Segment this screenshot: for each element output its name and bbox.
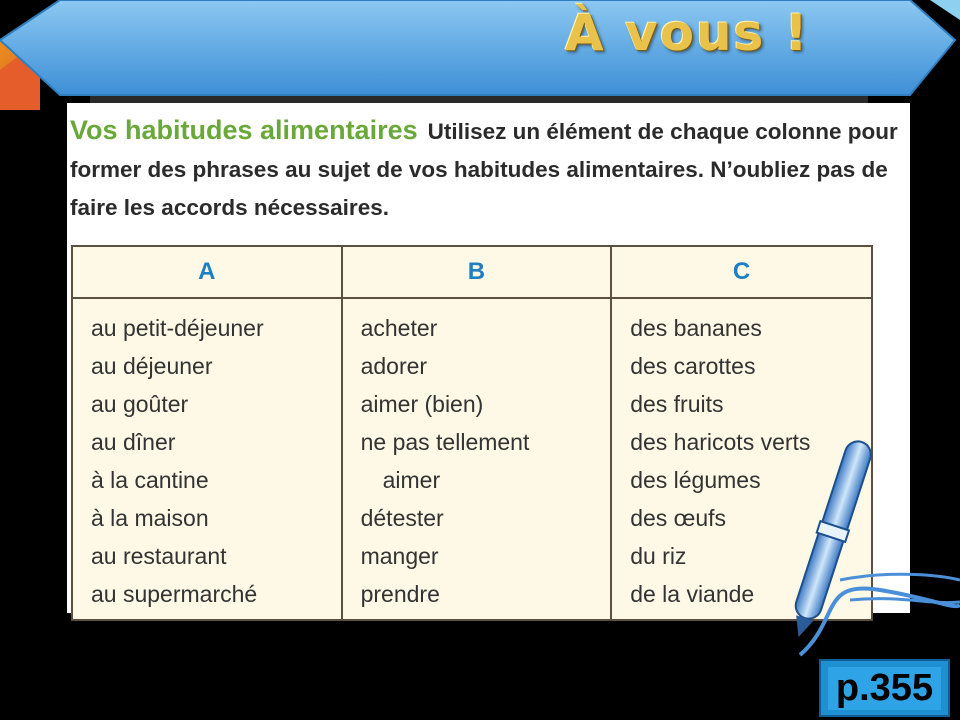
list-item: adorer	[360, 353, 428, 379]
table-body-row	[72, 298, 872, 620]
exercise-instructions: Utilisez un élément de chaque colonne pour former des phrases au sujet de vos habitudes alimentaires. N’oubliez pas de faire les accords nécessaires.	[70, 119, 898, 220]
title-banner	[0, 0, 960, 110]
list-item: des fruits	[630, 391, 724, 417]
list-item: au supermarché	[91, 581, 258, 607]
list-item: des haricots verts	[630, 429, 811, 455]
column-b-list	[342, 298, 612, 620]
list-item: des carottes	[630, 353, 756, 379]
list-item: aimer	[382, 467, 441, 493]
list-item: des bananes	[630, 315, 762, 341]
list-item: au déjeuner	[91, 353, 213, 379]
list-item: manger	[360, 543, 439, 569]
column-header-c: C	[611, 246, 872, 298]
pen-icon	[780, 430, 960, 660]
list-item: à la maison	[91, 505, 209, 531]
slide-title: À vous !	[565, 4, 810, 62]
page-reference: p.355	[828, 667, 941, 710]
list-item: de la viande	[630, 581, 755, 607]
list-item: à la cantine	[91, 467, 209, 493]
list-item: ne pas tellement	[360, 429, 530, 455]
column-a-list	[72, 298, 342, 620]
table-header-row	[72, 246, 872, 298]
list-item: du riz	[630, 543, 687, 569]
list-item: au petit-déjeuner	[91, 315, 264, 341]
list-item: prendre	[360, 581, 440, 607]
column-header-a: A	[72, 246, 342, 298]
list-item: au dîner	[91, 429, 176, 455]
exercise-intro	[70, 111, 908, 227]
list-item: des œufs	[630, 505, 727, 531]
column-header-b: B	[342, 246, 612, 298]
page-reference-badge	[819, 659, 950, 717]
list-item: aimer (bien)	[360, 391, 484, 417]
list-item: au goûter	[91, 391, 189, 417]
vocabulary-table	[71, 245, 873, 621]
list-item: des légumes	[630, 467, 761, 493]
list-item: détester	[360, 505, 444, 531]
banner-shape	[0, 0, 960, 110]
list-item: au restaurant	[91, 543, 227, 569]
exercise-heading: Vos habitudes alimentaires	[70, 115, 418, 145]
list-item: acheter	[360, 315, 438, 341]
